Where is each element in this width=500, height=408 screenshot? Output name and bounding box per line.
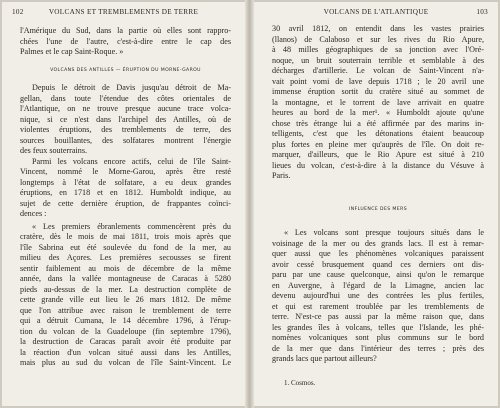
text-line: nomènes volcaniques sont plus communs sur le bord: [272, 333, 484, 342]
text-line: Palmes et le cap Saint-Roque. »: [20, 47, 124, 56]
section-heading: INFLUENCE DES MERS: [348, 206, 408, 212]
text-line: sujet de cette dernière éruption, de frappantes coïnci-: [20, 198, 231, 208]
text-line: Depuis le détroit de Davis jusqu'au détroit de Ma-: [32, 83, 231, 92]
text-line: à 48 milles géographiques de sa jonction avec l'Oré-: [272, 45, 484, 54]
text-line: les grandes îles à volcans, telles que l'Islande, les phé-: [272, 322, 484, 332]
text-line: lieues du volcan, c'est-à-dire à la distance du Vésuve à: [272, 160, 484, 170]
text-line: « Les volcans sont presque toujours situés dans le: [284, 228, 484, 237]
text-line: qui a détruit Cumana, le 14 décembre 1796, à l'érup-: [20, 316, 231, 325]
text-line: gellan, dans toute l'étendue des côtes orientales de: [20, 93, 231, 103]
right-page: [254, 2, 498, 406]
text-line: voisinage de la mer ou des grands lacs. Il est à remar-: [272, 238, 484, 248]
left-body-text: [20, 26, 231, 369]
text-line: violentes éruptions, des tremblements de terre, des: [20, 125, 231, 134]
text-line: Paris.: [272, 171, 291, 180]
text-line: longtemps à l'état de solfatare, a eu deux grandes: [20, 177, 231, 187]
text-line: paru par une cause quelconque, ainsi qu'on le remarque: [272, 270, 484, 279]
text-line: cette grande ville eut lieu le 26 mars 1812. De même: [20, 295, 231, 304]
text-line: des feux souterrains.: [20, 146, 88, 155]
text-line: quer aussi que les phénomènes volcaniques paraissent: [272, 249, 484, 258]
text-line: grands lacs que partout ailleurs?: [272, 354, 377, 363]
left-page-number: 102: [12, 8, 24, 16]
text-line: l'Atlantique, on ne trouve presque aucune trace volca-: [20, 104, 231, 113]
text-line: que l'on attribue avec raison le tremblement de terre: [20, 305, 231, 315]
left-running-title: VOLCANS ET TREMBLEMENTS DE TERRE: [48, 8, 199, 16]
text-line: l'île Sabrina eut été soulevée du fond de la mer, au: [20, 242, 231, 252]
text-line: dences :: [20, 209, 47, 218]
text-line: terre. N'est-ce pas aussi par la même raison que, dans: [272, 312, 484, 321]
text-line: Vincent, nommé le Morne-Garou, après être resté: [20, 167, 231, 176]
text-line: éruptions, en 1718 et en 1812. Humboldt indique, au: [20, 188, 231, 197]
text-line: tion du volcan de la Guadeloupe (fin septembre 1796),: [20, 326, 231, 336]
text-line: (llanos) de Calaboso et sur les rives du Rio Apure,: [272, 34, 484, 44]
text-line: vait point vomi de lave depuis 1718 ; le 20 avril une: [272, 76, 484, 86]
text-line: mais plus au sud du volcan de l'île Saint-Vincent. Le: [20, 358, 231, 367]
right-page-number: 103: [476, 8, 488, 16]
text-line: de la mer que dans l'intérieur des terres ; près des: [272, 343, 484, 353]
text-line: décharges d'artillerie. Le volcan de Saint-Vincent n'a-: [272, 66, 484, 75]
text-line: chées l'une de l'autre, c'est-à-dire entre le cap des: [20, 36, 231, 46]
text-line: en Auvergne, à l'égard de la Limagne, ancien lac: [272, 280, 484, 290]
section-heading: VOLCANS DES ANTILLES — ÉRUPTION DU MORNE-GAROU: [50, 67, 201, 73]
right-running-title: VOLCANS DE L'ATLANTIQUE: [323, 8, 429, 16]
text-line: immense éruption sortit du cratère situé au sommet de: [272, 87, 484, 96]
text-line: milieu des Açores. Les premières secousses se firent: [20, 253, 231, 262]
text-line: l'Amérique du Sud, dans la partie où elles sont rappro-: [20, 26, 231, 35]
text-line: la réaction d'un volcan situé aussi dans les Antilles,: [20, 347, 231, 357]
text-line: et qui est rarement troublée par les tremblements de: [272, 301, 484, 311]
text-line: année, dans la vallée montagneuse de Caracas à 5280: [20, 274, 231, 283]
text-line: 30 avril 1812, on entendit dans les vastes prairies: [272, 24, 484, 33]
text-line: avoir cessé brusquement quand ces derniers ont dis-: [272, 259, 484, 269]
text-line: sources bouillantes, des solfatares montrent l'énergie: [20, 135, 231, 145]
text-line: pieds au-dessus de la mer. La destruction complète de: [20, 284, 231, 294]
text-line: sentir faiblement au mois de décembre de la même: [20, 263, 231, 273]
left-page: [2, 2, 245, 406]
text-line: cratère, dès le mois de mai 1811, trois mois après que: [20, 232, 231, 241]
text-line: telligents, c'est que les détonations étaient beaucoup: [272, 129, 484, 138]
text-line: noque, un bruit souterrain terrible et semblable à des: [272, 55, 484, 65]
left-running-head: [12, 8, 235, 18]
text-line: chose très étrange lui a été affirmée par des marins in-: [272, 118, 484, 128]
book-gutter: [245, 0, 254, 408]
text-line: marquer, d'ailleurs, que le Rio Apure est situé à 210: [272, 150, 484, 159]
text-line: devenu aujourd'hui une des contrées les plus fertiles,: [272, 291, 484, 300]
text-line: « Les premiers ébranlements commencèrent près du: [32, 221, 231, 231]
footnote: 1. Cosmos.: [284, 378, 316, 387]
text-line: Parmi les volcans encore actifs, celui de l'île Saint-: [32, 156, 231, 166]
text-line: plus fortes en pleine mer qu'auprès de l'île. On doit re-: [272, 139, 484, 149]
right-body-text: [272, 24, 484, 388]
text-line: nique, si ce n'est dans l'archipel des Antilles, où de: [20, 114, 231, 124]
text-line: la montagne, et le torrent de lave arrivait en quatre: [272, 97, 484, 107]
right-running-head: [264, 8, 488, 18]
text-line: la destruction de Caracas paraît avoir été produite par: [20, 337, 231, 346]
text-line: heures au bord de la mer¹. « Humboldt ajoute qu'une: [272, 108, 484, 117]
